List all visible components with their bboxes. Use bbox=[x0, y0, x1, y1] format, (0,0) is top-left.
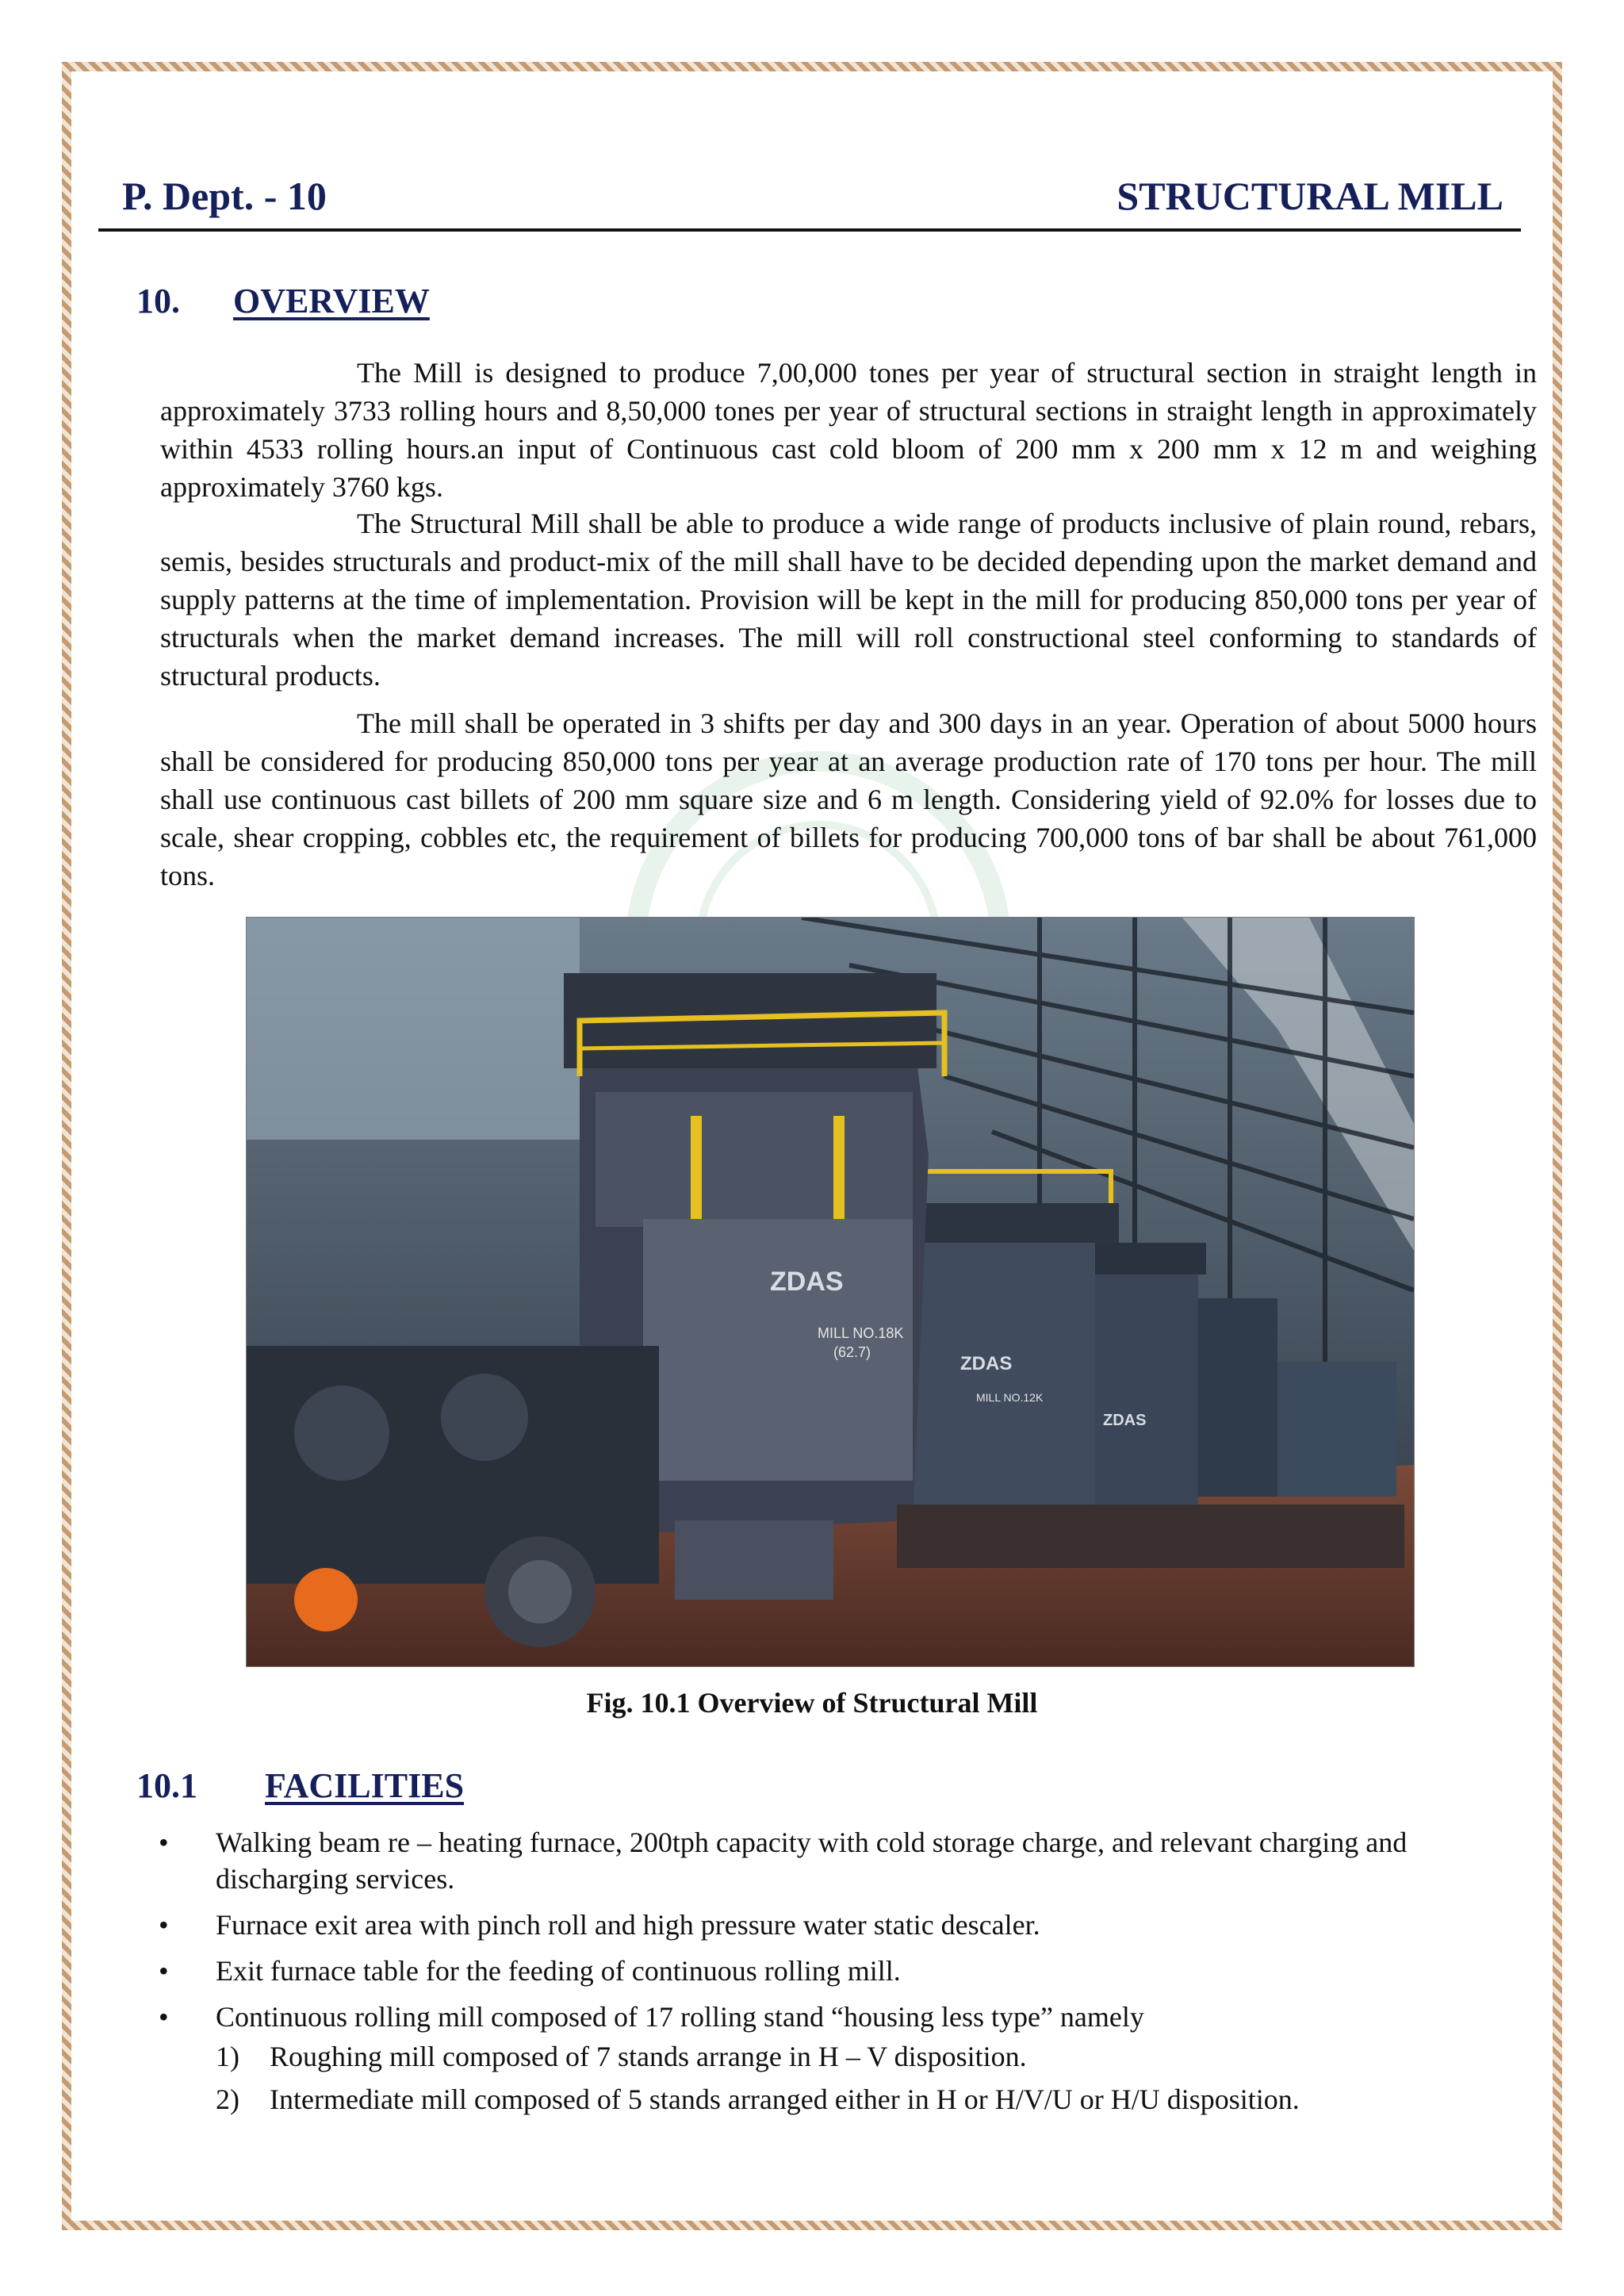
structural-mill-photo bbox=[246, 917, 1415, 1667]
sublist-text: Roughing mill composed of 7 stands arrange in H – V disposition. bbox=[270, 2041, 1027, 2072]
list-item-text: Continuous rolling mill composed of 17 rolling stand “housing less type” namely bbox=[216, 2001, 1144, 2033]
bullet-icon: • bbox=[159, 1955, 169, 1987]
section-title: FACILITIES bbox=[265, 1766, 465, 1805]
list-item-text: Walking beam re – heating furnace, 200tph capacity with cold storage charge, and relevant charging and discharging services. bbox=[216, 1826, 1408, 1895]
overview-paragraph-3: The mill shall be operated in 3 shifts per day and 300 days in an year. Operation of about 5000 hours shall be considered for producing 850,000 tons per year at an average production rate of 170 tons per hour. The mill shall use continuous cast billets of 200 mm square size and 6 m length. Considering yield of 92.0% for losses due to scale, shear cropping, cobbles etc, the requirement of billets for producing 700,000 tons of bar shall be about 761,000 tons. bbox=[160, 707, 1537, 891]
stand-label-6: ZDAS bbox=[1103, 1412, 1147, 1429]
list-item bbox=[159, 1953, 1542, 1989]
stand-label-5: MILL NO.12K bbox=[976, 1391, 1044, 1404]
list-item-text: Furnace exit area with pinch roll and high pressure water static descaler. bbox=[216, 1909, 1040, 1941]
sublist-item bbox=[216, 2038, 1542, 2075]
sublist-item bbox=[216, 2081, 1542, 2118]
bullet-icon: • bbox=[159, 1909, 169, 1941]
overview-heading bbox=[136, 281, 612, 328]
facilities-list bbox=[159, 1824, 1542, 2127]
sublist-number: 1) bbox=[216, 2041, 239, 2072]
page-header bbox=[98, 168, 1521, 232]
dept-label: P. Dept. - 10 bbox=[122, 174, 327, 218]
section-title: OVERVIEW bbox=[233, 282, 430, 320]
list-item bbox=[159, 1907, 1542, 1943]
stand-label-2: MILL NO.18K bbox=[818, 1325, 904, 1341]
list-item-text: Exit furnace table for the feeding of continuous rolling mill. bbox=[216, 1955, 901, 1987]
bullet-icon: • bbox=[159, 2001, 169, 2033]
stand-label-3: (62.7) bbox=[833, 1344, 871, 1360]
bullet-icon: • bbox=[159, 1826, 169, 1858]
section-number: 10. bbox=[136, 282, 180, 320]
section-number: 10.1 bbox=[136, 1766, 197, 1805]
stand-label-4: ZDAS bbox=[960, 1353, 1013, 1374]
overview-paragraph-2: The Structural Mill shall be able to produce a wide range of products inclusive of plain round, rebars, semis, besides structurals and product-mix of the mill shall have to be decided depending upon the market demand and supply patterns at the time of implementation. Provision will be kept in the mill for producing 850,000 tons per year of structurals when the market demand increases. The mill will roll constructional steel conforming to standards of structural products. bbox=[160, 508, 1537, 692]
facilities-heading bbox=[136, 1765, 612, 1813]
rolling-mill-sublist bbox=[216, 2038, 1542, 2118]
figure-caption: Fig. 10.1 Overview of Structural Mill bbox=[586, 1687, 1038, 1719]
mill-illustration bbox=[247, 918, 1414, 1666]
sublist-number: 2) bbox=[216, 2083, 239, 2115]
chapter-title: STRUCTURAL MILL bbox=[1116, 174, 1503, 218]
stand-label-1: ZDAS bbox=[770, 1267, 844, 1297]
overview-paragraph-1: The Mill is designed to produce 7,00,000 tones per year of structural section in straight length in approximately 3733 rolling hours and 8,50,000 tones per year of structural sections in straight length in approximately within 4533 rolling hours.an input of Continuous cast cold bloom of 200 mm x 200 mm x 12 m and weighing approximately 3760 kgs. bbox=[160, 357, 1537, 503]
sublist-text: Intermediate mill composed of 5 stands arranged either in H or H/V/U or H/U disposition. bbox=[270, 2083, 1300, 2115]
list-item bbox=[159, 1824, 1542, 1897]
list-item bbox=[159, 1999, 1542, 2118]
